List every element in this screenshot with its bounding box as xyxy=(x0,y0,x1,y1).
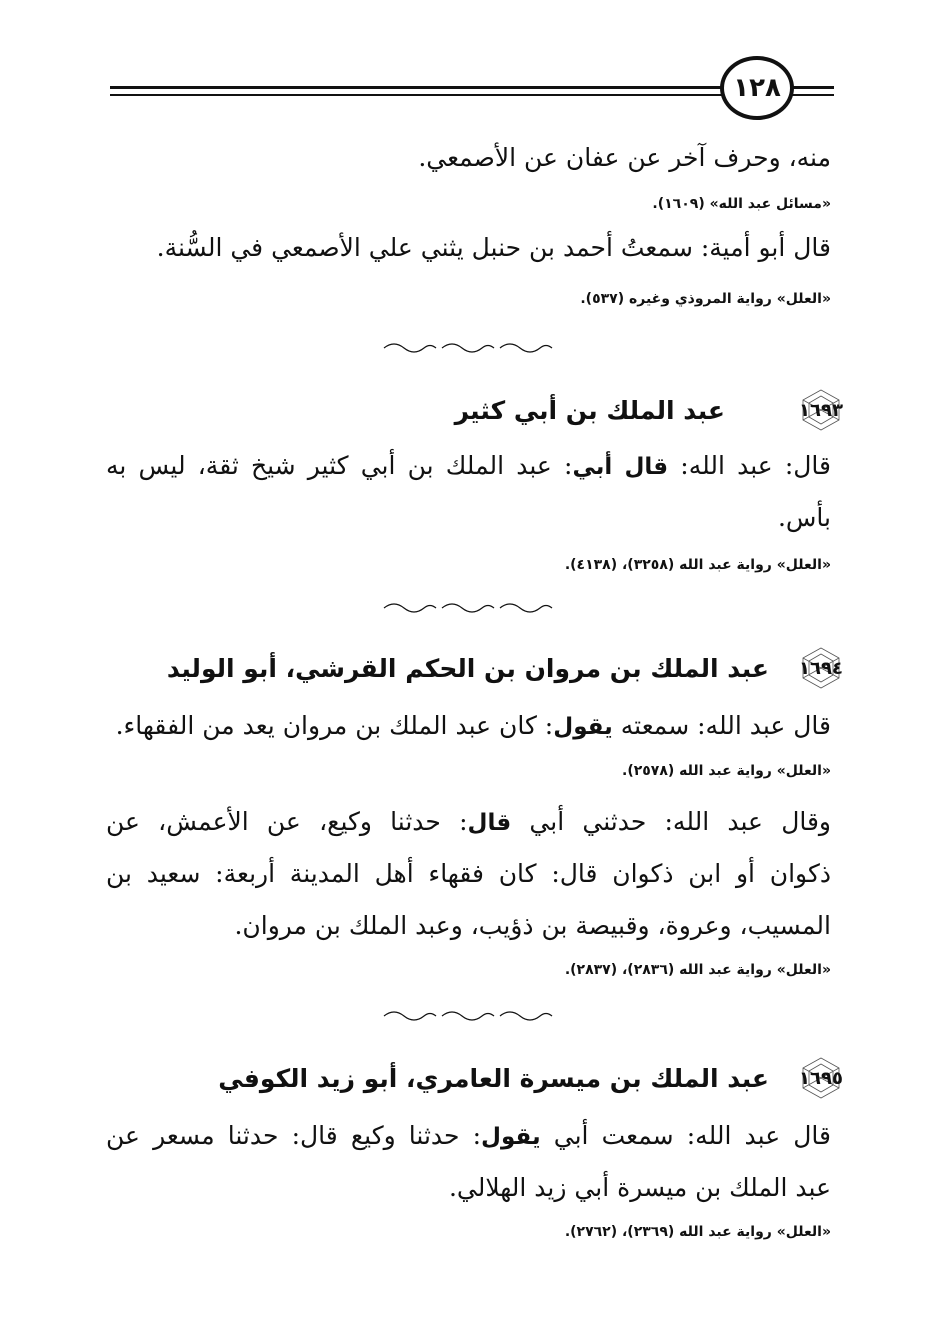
entry-number-badge: ١٦٩٥ xyxy=(795,1056,847,1100)
header-rule xyxy=(110,86,722,89)
ornament-divider xyxy=(380,340,556,356)
entry-1694-ref-1: «العلل» رواية عبد الله (٢٥٧٨). xyxy=(622,763,831,779)
intro-ref-2: «العلل» رواية المروذي وغيره (٥٣٧). xyxy=(580,291,831,307)
intro-line-2: قال أبو أمية: سمعتُ أحمد بن حنبل يثني علي الأصمعي في السُّنة. xyxy=(156,233,831,262)
entry-1693-ref: «العلل» رواية عبد الله (٣٢٥٨)، (٤١٣٨). xyxy=(564,557,831,573)
header-rule-thin xyxy=(110,94,722,96)
entry-1695-paragraph-cont: عبد الملك بن ميسرة أبي زيد الهلالي. xyxy=(448,1173,831,1202)
entry-number-badge: ١٦٩٤ xyxy=(795,646,847,690)
entry-1694-paragraph-1: قال عبد الله: سمعته يقول: كان عبد الملك بن مروان يعد من الفقهاء. xyxy=(115,711,831,740)
entry-header-1693 xyxy=(87,385,847,435)
intro-line-1: منه، وحرف آخر عن عفان عن الأصمعي. xyxy=(418,143,831,172)
header-rule-tail-thin xyxy=(790,94,834,96)
entry-number-badge: ١٦٩٣ xyxy=(795,388,847,432)
page-number: ١٢٨ xyxy=(720,56,794,120)
entry-1694-ref-2: «العلل» رواية عبد الله (٢٨٣٦)، (٢٨٣٧). xyxy=(564,962,831,978)
header-rule-tail xyxy=(790,86,834,89)
entry-1695-ref: «العلل» رواية عبد الله (٢٣٦٩)، (٢٧٦٢). xyxy=(564,1224,831,1240)
entry-1694-paragraph-2-line-3: المسيب، وعروة، وقبيصة بن ذؤيب، وعبد الملك بن مروان. xyxy=(234,911,831,940)
entry-1695-paragraph: قال عبد الله: سمعت أبي يقول: حدثنا وكيع قال: حدثنا مسعر عن xyxy=(106,1121,831,1150)
entry-title: عبد الملك بن ميسرة العامري، أبو زيد الكوفي xyxy=(218,1063,769,1093)
entry-1694-paragraph-2-line-2: ذكوان أو ابن ذكوان قال: كان فقهاء أهل المدينة أربعة: سعيد بن xyxy=(106,859,831,888)
entry-title: عبد الملك بن أبي كثير xyxy=(454,395,725,425)
entry-title: عبد الملك بن مروان بن الحكم القرشي، أبو الوليد xyxy=(166,653,769,683)
entry-1694-paragraph-2: وقال عبد الله: حدثني أبي قال: حدثنا وكيع، عن الأعمش، عن xyxy=(106,807,831,836)
intro-ref-1: «مسائل عبد الله» (١٦٠٩). xyxy=(652,196,831,212)
entry-header-1695 xyxy=(87,1053,847,1103)
ornament-divider xyxy=(380,1008,556,1024)
ornament-divider xyxy=(380,600,556,616)
entry-1693-paragraph: قال: عبد الله: قال أبي: عبد الملك بن أبي كثير شيخ ثقة، ليس به xyxy=(106,451,831,480)
entry-1693-paragraph-cont: بأس. xyxy=(777,503,831,532)
entry-header-1694 xyxy=(87,643,847,693)
